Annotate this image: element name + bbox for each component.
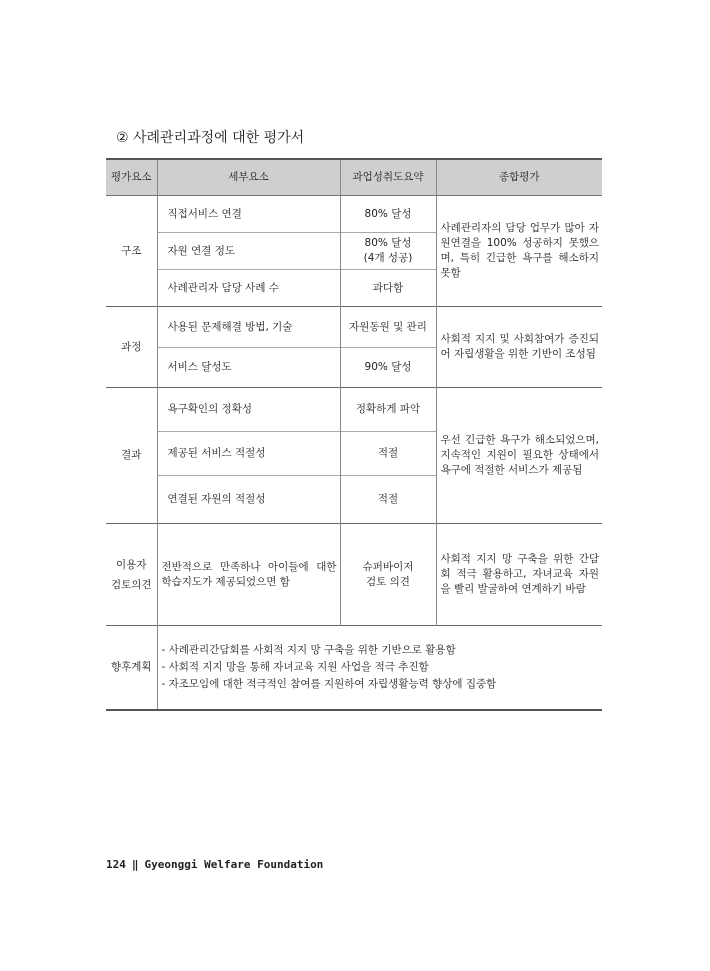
category-outcome: 결과 — [106, 388, 157, 524]
plan-item: - 자조모임에 대한 적극적인 참여를 지원하여 자립생활능력 향상에 집중함 — [161, 677, 497, 690]
page-number: 124 — [106, 858, 126, 871]
overall-user-review: 사회적 지지 망 구축을 위한 간담회 적극 활용하고, 자녀교육 자원을 빨리 발굴하여 연계하기 바람 — [436, 524, 602, 626]
plan-item: - 사례관리간담회를 사회적 지지 망 구축을 위한 기반으로 활용함 — [161, 643, 456, 656]
header-achievement-summary: 과업성취도요약 — [340, 159, 436, 196]
category-future-plan: 향후계획 — [106, 626, 157, 710]
category-line: 이용자 — [116, 558, 147, 571]
supervisor-review-label — [340, 524, 436, 626]
evaluation-table — [106, 158, 602, 711]
detail-cell: 서비스 달성도 — [157, 348, 340, 388]
achievement-line: 80% 달성 — [364, 237, 412, 249]
category-structure: 구조 — [106, 196, 157, 307]
table-row — [106, 524, 602, 626]
category-line: 검토의견 — [110, 578, 152, 591]
publisher-name: Gyeonggi Welfare Foundation — [144, 858, 324, 871]
achievement-cell: 정확하게 파악 — [340, 388, 436, 432]
table-row — [106, 307, 602, 348]
table-header-row — [106, 159, 602, 196]
achievement-cell: 적절 — [340, 476, 436, 524]
detail-cell: 제공된 서비스 적절성 — [157, 432, 340, 476]
achievement-line: 검토 의견 — [366, 575, 410, 588]
section-title: ② 사례관리과정에 대한 평가서 — [116, 130, 305, 146]
category-user-review — [106, 524, 157, 626]
plan-item: - 사회적 지지 망을 통해 자녀교육 지원 사업을 적극 추진함 — [161, 660, 429, 673]
overall-outcome: 우선 긴급한 욕구가 해소되었으며, 지속적인 지원이 필요한 상태에서 욕구에 적절한 서비스가 제공됨 — [436, 388, 602, 524]
header-evaluation-element: 평가요소 — [106, 159, 157, 196]
achievement-cell: 자원동원 및 관리 — [340, 307, 436, 348]
footer-separator: ‖ — [131, 858, 139, 871]
overall-structure: 사례관리자의 담당 업무가 많아 자원연결을 100% 성공하지 못했으며, 특히 긴급한 욕구를 해소하지 못함 — [436, 196, 602, 307]
table-row — [106, 196, 602, 233]
detail-cell: 연결된 자원의 적절성 — [157, 476, 340, 524]
detail-cell: 자원 연결 정도 — [157, 233, 340, 270]
overall-process: 사회적 지지 및 사회참여가 증진되어 자립생활을 위한 기반이 조성됨 — [436, 307, 602, 388]
achievement-cell: 80% 달성 — [340, 196, 436, 233]
achievement-cell: 90% 달성 — [340, 348, 436, 388]
detail-cell: 욕구확인의 정확성 — [157, 388, 340, 432]
header-detail-element: 세부요소 — [157, 159, 340, 196]
achievement-cell — [340, 233, 436, 270]
detail-cell: 직접서비스 연결 — [157, 196, 340, 233]
achievement-cell: 적절 — [340, 432, 436, 476]
header-overall-evaluation: 종합평가 — [436, 159, 602, 196]
achievement-line: 슈퍼바이저 — [362, 560, 414, 573]
table-row — [106, 626, 602, 710]
achievement-line: (4개 성공) — [363, 252, 413, 264]
achievement-cell: 과다함 — [340, 270, 436, 307]
page-footer — [106, 858, 323, 871]
user-review-detail: 전반적으로 만족하나 아이들에 대한 학습지도가 제공되었으면 함 — [157, 524, 340, 626]
detail-cell: 사용된 문제해결 방법, 기술 — [157, 307, 340, 348]
category-process: 과정 — [106, 307, 157, 388]
future-plan-items — [157, 626, 602, 710]
table-row — [106, 388, 602, 432]
detail-cell: 사례관리자 담당 사례 수 — [157, 270, 340, 307]
